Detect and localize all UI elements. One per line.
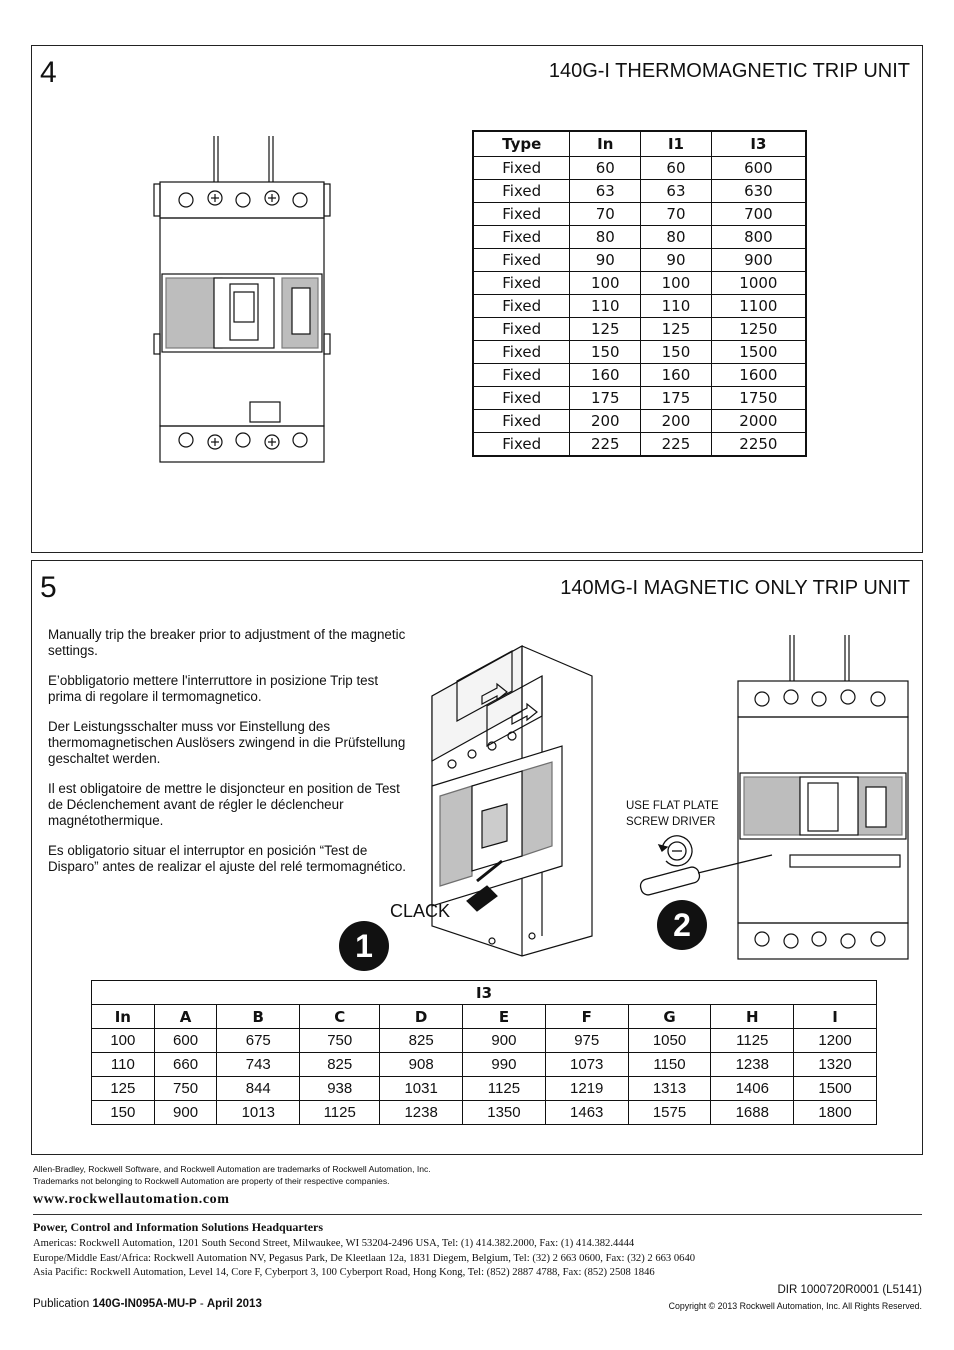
- step-1-label: 1: [355, 928, 373, 964]
- table-row: [473, 318, 806, 341]
- breaker-front-view-illustration: [152, 134, 352, 474]
- table-cell: 743: [217, 1053, 300, 1077]
- headquarters-title: Power, Control and Information Solutions Headquarters: [33, 1220, 324, 1234]
- table-header-row: [92, 1005, 877, 1029]
- publication-prefix: Publication: [33, 1298, 90, 1310]
- table-row: [473, 249, 806, 272]
- table-cell: 200: [641, 410, 712, 433]
- table-cell: 825: [380, 1029, 463, 1053]
- document-id: DIR 1000720R0001 (L5141): [777, 1284, 922, 1296]
- table-cell: 1125: [711, 1029, 794, 1053]
- table-row: [473, 410, 806, 433]
- copyright-notice: Copyright © 2013 Rockwell Automation, Inc. All Rights Reserved.: [668, 1301, 922, 1311]
- table-cell: 800: [711, 226, 806, 249]
- section-5-title: 140MG-I MAGNETIC ONLY TRIP UNIT: [560, 577, 910, 599]
- table-cell: Fixed: [473, 341, 570, 364]
- table-header-cell: E: [463, 1005, 546, 1029]
- table-cell: 750: [154, 1077, 217, 1101]
- magnetic-table-body: [92, 1029, 877, 1125]
- table-cell: 1125: [463, 1077, 546, 1101]
- table-cell: 100: [641, 272, 712, 295]
- publication-separator: -: [196, 1298, 207, 1310]
- instruction-spanish: Es obligatorio situar el interruptor en posición “Test de Disparo” antes de realizar el ajuste del relé termomagnético.: [48, 843, 407, 874]
- table-cell: 125: [92, 1077, 155, 1101]
- table-header-cell: F: [545, 1005, 628, 1029]
- table-cell: 1313: [628, 1077, 711, 1101]
- publication-date: April 2013: [206, 1298, 262, 1310]
- header-type: Type: [473, 131, 570, 157]
- table-cell: 125: [641, 318, 712, 341]
- thermomagnetic-table-body: [473, 157, 806, 457]
- thermomagnetic-settings-table: [472, 130, 807, 457]
- table-cell: 160: [570, 364, 641, 387]
- table-header-cell: I: [794, 1005, 877, 1029]
- table-row: [473, 387, 806, 410]
- table-row: [473, 295, 806, 318]
- instruction-english: Manually trip the breaker prior to adjustment of the magnetic settings.: [48, 627, 406, 658]
- table-row: [473, 341, 806, 364]
- table-cell: 63: [570, 180, 641, 203]
- table-cell: 900: [154, 1101, 217, 1125]
- instruction-italian: E’obbligatorio mettere l'interruttore in posizione Trip test prima di regolare il termomagnetico.: [48, 673, 379, 704]
- table-header-cell: A: [154, 1005, 217, 1029]
- table-cell: Fixed: [473, 433, 570, 457]
- table-cell: 150: [641, 341, 712, 364]
- table-cell: 1250: [711, 318, 806, 341]
- table-cell: Fixed: [473, 157, 570, 180]
- header-i1: I1: [641, 131, 712, 157]
- regional-addresses: [33, 1237, 923, 1281]
- table-cell: 1575: [628, 1101, 711, 1125]
- table-cell: 908: [380, 1053, 463, 1077]
- table-cell: 1350: [463, 1101, 546, 1125]
- publication-line: [33, 1298, 262, 1310]
- table-row: [473, 433, 806, 457]
- trademark-line-2: Trademarks not belonging to Rockwell Automation are property of their respective companies.: [33, 1176, 390, 1186]
- table-cell: 1500: [711, 341, 806, 364]
- table-cell: 1050: [628, 1029, 711, 1053]
- footer-divider: [33, 1214, 922, 1215]
- magnetic-settings-table: [91, 980, 877, 1125]
- table-cell: Fixed: [473, 249, 570, 272]
- table-cell: 225: [641, 433, 712, 457]
- table-cell: 70: [641, 203, 712, 226]
- table-cell: 1125: [300, 1101, 380, 1125]
- table-header-cell: D: [380, 1005, 463, 1029]
- table-cell: Fixed: [473, 272, 570, 295]
- section-4-panel: [31, 45, 923, 553]
- table-cell: 900: [711, 249, 806, 272]
- breaker-adjustment-front-view: [732, 633, 922, 963]
- table-cell: 1100: [711, 295, 806, 318]
- table-header-cell: G: [628, 1005, 711, 1029]
- table-row: [473, 226, 806, 249]
- header-in: In: [570, 131, 641, 157]
- table-cell: 1200: [794, 1029, 877, 1053]
- screwdriver-note-line-2: SCREW DRIVER: [626, 816, 716, 828]
- address-americas: Americas: Rockwell Automation, 1201 South Second Street, Milwaukee, WI 53204-2496 USA, Tel: (1) 414.382.2000, Fax: (1) 414.382.4444: [33, 1238, 635, 1249]
- table-cell: 125: [570, 318, 641, 341]
- table-cell: 1238: [711, 1053, 794, 1077]
- table-cell: 70: [570, 203, 641, 226]
- table-cell: 100: [92, 1029, 155, 1053]
- table-cell: 938: [300, 1077, 380, 1101]
- table-cell: 1406: [711, 1077, 794, 1101]
- table-cell: 1500: [794, 1077, 877, 1101]
- instruction-french: Il est obligatoire de mettre le disjoncteur en position de Test de Déclenchement avant de régler le déclencheur magnétothermique.: [48, 781, 400, 828]
- table-cell: 110: [92, 1053, 155, 1077]
- table-cell: Fixed: [473, 318, 570, 341]
- table-cell: 1800: [794, 1101, 877, 1125]
- table-cell: 60: [641, 157, 712, 180]
- screwdriver-note: [626, 798, 719, 830]
- table-cell: 1600: [711, 364, 806, 387]
- table-cell: 175: [570, 387, 641, 410]
- table-row: [473, 272, 806, 295]
- table-row: [92, 1029, 877, 1053]
- table-cell: 750: [300, 1029, 380, 1053]
- publication-id: 140G-IN095A-MU-P: [92, 1298, 197, 1310]
- screwdriver-note-line-1: USE FLAT PLATE: [626, 800, 719, 812]
- table-row: [92, 1053, 877, 1077]
- table-cell: 990: [463, 1053, 546, 1077]
- table-cell: 844: [217, 1077, 300, 1101]
- table-cell: Fixed: [473, 410, 570, 433]
- table-cell: Fixed: [473, 295, 570, 318]
- table-cell: 1688: [711, 1101, 794, 1125]
- table-row: [473, 180, 806, 203]
- table-cell: 1073: [545, 1053, 628, 1077]
- table-cell: 700: [711, 203, 806, 226]
- step-1-badge: [338, 920, 390, 972]
- table-row: [92, 1077, 877, 1101]
- table-cell: Fixed: [473, 180, 570, 203]
- table-cell: 160: [641, 364, 712, 387]
- table-cell: 630: [711, 180, 806, 203]
- table-header-cell: In: [92, 1005, 155, 1029]
- trademark-line-1: Allen-Bradley, Rockwell Software, and Rockwell Automation are trademarks of Rockwell Automation, Inc.: [33, 1164, 431, 1174]
- table-header-cell: C: [300, 1005, 380, 1029]
- table-cell: 600: [154, 1029, 217, 1053]
- table-cell: 150: [92, 1101, 155, 1125]
- table-group-header-row: [92, 981, 877, 1005]
- header-i3-group: I3: [92, 981, 877, 1005]
- table-cell: 1013: [217, 1101, 300, 1125]
- table-row: [473, 364, 806, 387]
- table-row: [92, 1101, 877, 1125]
- step-2-label: 2: [673, 907, 691, 943]
- table-cell: 1031: [380, 1077, 463, 1101]
- table-cell: 80: [570, 226, 641, 249]
- address-apac: Asia Pacific: Rockwell Automation, Level 14, Core F, Cyberport 3, 100 Cyberport Road, Hong Kong, Tel: (852) 2887 4788, Fax: (852) 2508 1846: [33, 1267, 655, 1278]
- table-cell: 60: [570, 157, 641, 180]
- step-2-badge: [656, 899, 708, 951]
- table-cell: Fixed: [473, 203, 570, 226]
- table-cell: 175: [641, 387, 712, 410]
- table-cell: 100: [570, 272, 641, 295]
- table-cell: Fixed: [473, 364, 570, 387]
- table-cell: 225: [570, 433, 641, 457]
- header-i3: I3: [711, 131, 806, 157]
- table-header-row: [473, 131, 806, 157]
- table-cell: 1150: [628, 1053, 711, 1077]
- table-cell: Fixed: [473, 387, 570, 410]
- instruction-german: Der Leistungsschalter muss vor Einstellung des thermomagnetischen Auslösers zwingend in die Prüfstellung geschaltet werden.: [48, 719, 406, 766]
- table-header-cell: B: [217, 1005, 300, 1029]
- table-cell: 675: [217, 1029, 300, 1053]
- table-cell: 600: [711, 157, 806, 180]
- section-4-title: 140G-I THERMOMAGNETIC TRIP UNIT: [548, 60, 910, 82]
- table-cell: 1000: [711, 272, 806, 295]
- table-cell: 2000: [711, 410, 806, 433]
- instructions-multilingual: [48, 627, 408, 889]
- website-link[interactable]: www.rockwellautomation.com: [33, 1192, 230, 1207]
- table-cell: 2250: [711, 433, 806, 457]
- table-cell: 1219: [545, 1077, 628, 1101]
- table-cell: 1320: [794, 1053, 877, 1077]
- table-cell: 63: [641, 180, 712, 203]
- table-cell: 975: [545, 1029, 628, 1053]
- table-cell: 1750: [711, 387, 806, 410]
- table-cell: 110: [570, 295, 641, 318]
- table-cell: 150: [570, 341, 641, 364]
- section-5-panel: [31, 560, 923, 1155]
- section-5-number: 5: [40, 571, 57, 604]
- address-emea: Europe/Middle East/Africa: Rockwell Automation NV, Pegasus Park, De Kleetlaan 12a, 1831 Diegem, Belgium, Tel: (32) 2 663 0600, Fax: (32) 2 663 0640: [33, 1252, 696, 1264]
- table-cell: 80: [641, 226, 712, 249]
- table-row: [473, 157, 806, 180]
- table-cell: 660: [154, 1053, 217, 1077]
- table-cell: 1238: [380, 1101, 463, 1125]
- table-cell: 200: [570, 410, 641, 433]
- table-cell: Fixed: [473, 226, 570, 249]
- table-cell: 825: [300, 1053, 380, 1077]
- trademark-notice: [33, 1163, 923, 1187]
- table-cell: 1463: [545, 1101, 628, 1125]
- table-header-cell: H: [711, 1005, 794, 1029]
- table-cell: 900: [463, 1029, 546, 1053]
- table-cell: 110: [641, 295, 712, 318]
- table-cell: 90: [570, 249, 641, 272]
- clack-label: CLACK: [390, 901, 451, 921]
- table-cell: 90: [641, 249, 712, 272]
- table-row: [473, 203, 806, 226]
- section-4-number: 4: [40, 56, 57, 89]
